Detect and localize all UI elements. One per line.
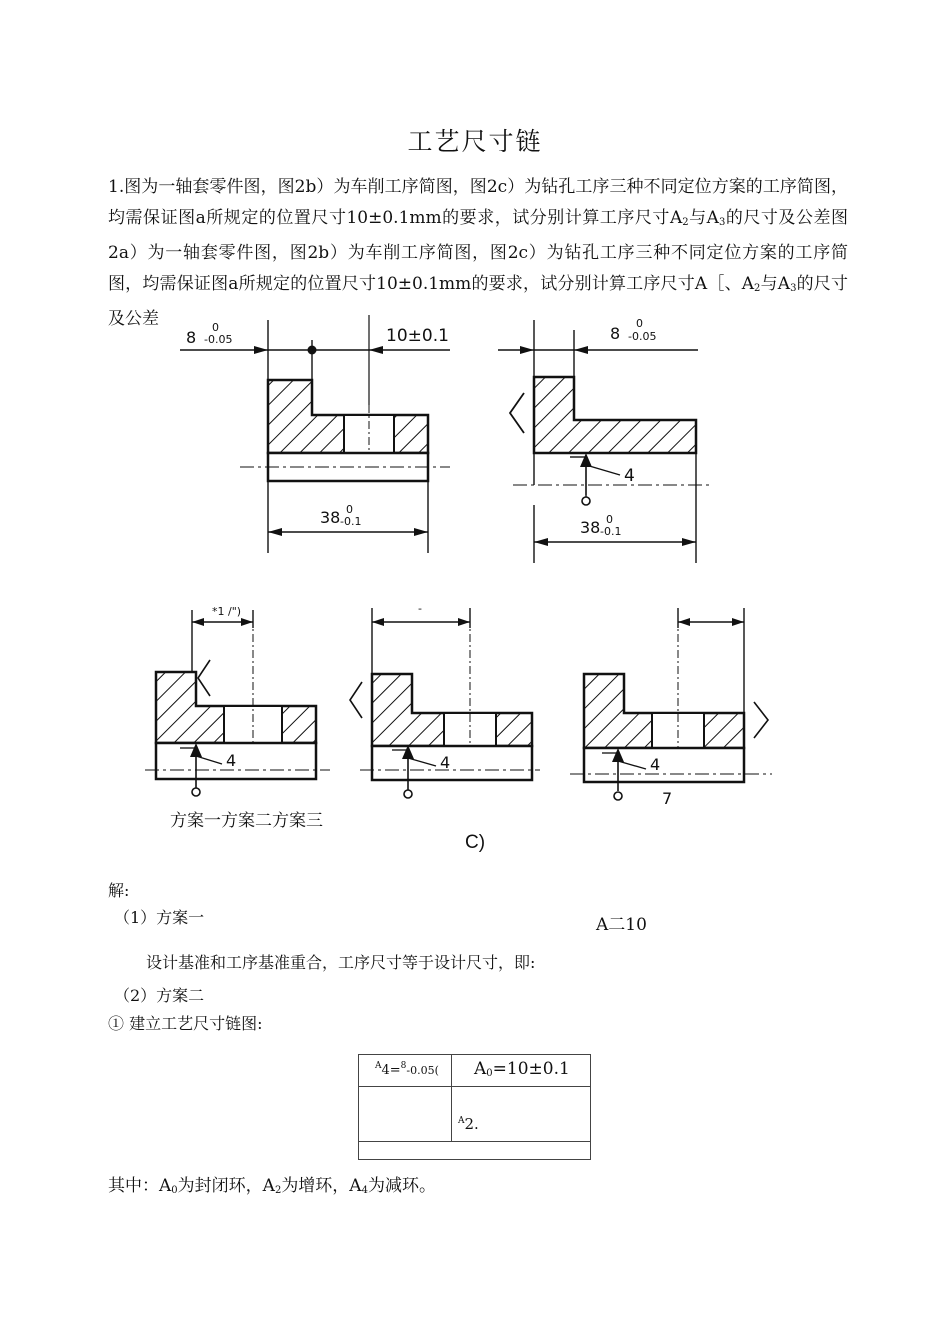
scheme-labels: 方案一方案二方案三 [170, 811, 323, 830]
cell-footer [359, 1142, 591, 1160]
dim-8-label: 8 [186, 328, 197, 347]
svg-text:7: 7 [662, 789, 673, 808]
figure-c-caption: C) [464, 832, 486, 853]
cell-a2: $^A$2. [452, 1087, 591, 1142]
scheme-2-drawing [350, 602, 540, 798]
svg-text:0: 0 [606, 513, 613, 526]
svg-text:-0.1: -0.1 [600, 525, 622, 538]
page-title: 工艺尺寸链 [407, 127, 543, 156]
cell-empty [359, 1087, 452, 1142]
scheme-1-heading: （1）方案一 [114, 908, 205, 927]
scheme-2-heading: （2）方案二 [114, 986, 205, 1005]
locator-4-label: 4 [624, 466, 635, 486]
svg-text:8: 8 [610, 324, 621, 343]
svg-text:-0.05: -0.05 [204, 333, 233, 346]
svg-text:-: - [418, 602, 422, 615]
svg-text:0: 0 [636, 317, 643, 330]
figure-c-drilling-schemes [140, 598, 790, 830]
svg-text:4: 4 [440, 753, 451, 772]
figure-b-turning-operation [498, 305, 728, 570]
svg-text:38: 38 [580, 518, 601, 537]
scheme-1-result: A二10 [596, 915, 647, 935]
cell-a4: $^A$4=$^8$-0.05( [359, 1055, 452, 1087]
solution-label: 解: [108, 881, 130, 900]
dim-10-label: 10±0.1 [386, 326, 449, 346]
svg-text:-0.05: -0.05 [628, 330, 657, 343]
problem-statement: 1.图为一轴套零件图，图2b）为车削工序简图，图2c）为钻孔工序三种不同定位方案的工序简图，均需保证图a所规定的位置尺寸10±0.1mm的要求，试分别计算工序尺寸$A_2$与$A_3$的尺寸及公差图2a）为一轴套零件图，图2b）为车削工序简图，图2c）为钻孔工序三种不同定位方案的工序简图，均需保证图a所规定的位置尺寸10±0.1mm的要求，试分别计算工序尺寸A［、$A_2$与$A_3$的尺寸及公差 [108, 177, 848, 329]
scheme-1-dim: *1 /") [212, 605, 242, 618]
step-1-heading: ① 建立工艺尺寸链图: [108, 1014, 263, 1033]
svg-text:4: 4 [226, 751, 237, 770]
scheme-3-drawing [570, 608, 772, 808]
conclusion: 其中：$A_0$为封闭环，$A_2$为增环，$A_4$为减环。 [108, 1176, 436, 1196]
cell-a0: $A_0=10\pm 0.1$ [452, 1055, 591, 1087]
dimension-chain-table [358, 1054, 591, 1160]
scheme-1-explanation: 设计基准和工序基准重合，工序尺寸等于设计尺寸，即: [146, 953, 536, 972]
svg-text:4: 4 [650, 755, 661, 774]
dim-38-label: 38 [320, 508, 341, 527]
svg-text:-0.1: -0.1 [340, 515, 362, 528]
svg-text:0: 0 [346, 503, 353, 516]
figure-a-part-drawing [150, 305, 470, 570]
svg-text:0: 0 [212, 321, 219, 334]
scheme-1-drawing [145, 605, 330, 796]
